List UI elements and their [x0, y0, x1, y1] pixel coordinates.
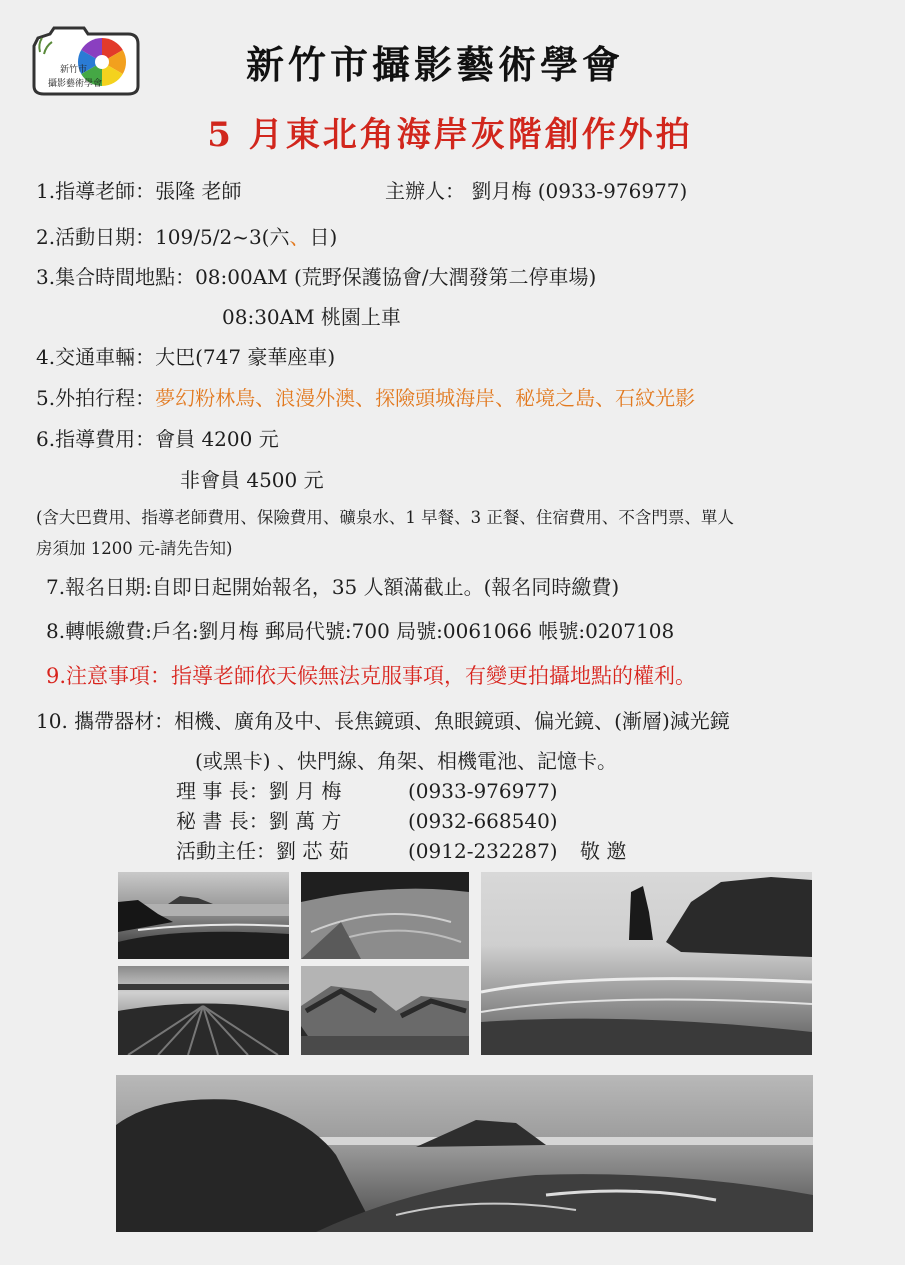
photo-island-beach — [118, 872, 289, 959]
item-fee-note1: (含大巴費用、指導老師費用、保險費用、礦泉水、1 早餐、3 正餐、住宿費用、不含門票、單人 — [36, 508, 734, 527]
item-payment: 8.轉帳繳費:戶名:劉月梅 郵局代號:700 局號:0061066 帳號:0207108 — [46, 619, 675, 643]
signature-phone: (0912-232287) — [408, 839, 558, 863]
item-vehicle: 4.交通車輛：大巴(747 豪華座車) — [36, 345, 336, 369]
item-instructor: 1.指導老師：張隆 老師 — [36, 179, 242, 203]
photo-rock-layers — [301, 966, 469, 1055]
signature-event-director — [176, 836, 627, 866]
item-registration: 7.報名日期:自即日起開始報名，35 人額滿截止。(報名同時繳費) — [46, 575, 620, 599]
item-fee-line2: 非會員 4500 元 — [180, 468, 324, 492]
photo-sea-stack — [481, 872, 812, 1055]
item-date-label: 2.活動日期：109/5/2~3(六 — [36, 225, 290, 249]
item-itinerary-label: 5.外拍行程： — [36, 386, 156, 410]
svg-text:攝影藝術學會: 攝影藝術學會 — [48, 79, 103, 89]
item-date-end: 日) — [309, 225, 338, 249]
signature-closing: 敬 邀 — [580, 839, 627, 863]
item-date — [36, 222, 337, 252]
signature-secretary — [176, 806, 558, 836]
org-logo — [30, 24, 142, 98]
signature-chairman — [176, 776, 558, 806]
item-organizer: 主辦人： 劉月梅 (0933-976977) — [385, 179, 688, 203]
photo-long-exposure-rocks — [118, 966, 289, 1055]
signature-title: 秘 書 長：劉 萬 方 — [176, 809, 342, 833]
item-fee-note2: 房須加 1200 元-請先告知) — [36, 539, 233, 558]
item-date-separator: 、 — [289, 225, 310, 249]
item-meeting: 3.集合時間地點：08:00AM (荒野保護協會/大潤發第二停車場) — [36, 265, 597, 289]
org-name: 新竹市攝影藝術學會 — [245, 42, 624, 87]
photo-rocky-coast-panorama — [116, 1075, 813, 1232]
signature-title: 活動主任：劉 芯 茹 — [176, 839, 349, 863]
svg-text:新竹市: 新竹市 — [60, 65, 88, 75]
camera-aperture-logo-icon — [30, 24, 142, 98]
item-fee: 6.指導費用：會員 4200 元 — [36, 427, 279, 451]
signature-phone: (0933-976977) — [408, 779, 558, 803]
item-itinerary-value: 夢幻粉林鳥、浪漫外澳、探險頭城海岸、秘境之島、石紋光影 — [155, 386, 696, 410]
signature-title: 理 事 長：劉 月 梅 — [176, 779, 342, 803]
item-equipment: 10. 攜帶器材：相機、廣角及中、長焦鏡頭、魚眼鏡頭、偏光鏡、(漸層)減光鏡 — [36, 709, 730, 733]
photo-sand-texture — [301, 872, 469, 959]
item-meeting-line2: 08:30AM 桃園上車 — [222, 305, 401, 329]
item-notice: 9.注意事項：指導老師依天候無法克服事項，有變更拍攝地點的權利。 — [46, 664, 697, 688]
item-equipment-line2: (或黑卡) 、快門線、角架、相機電池、記憶卡。 — [195, 749, 617, 773]
signature-phone: (0932-668540) — [408, 809, 558, 833]
item-itinerary — [36, 383, 695, 413]
event-title: 5 月東北角海岸灰階創作外拍 — [207, 115, 693, 155]
